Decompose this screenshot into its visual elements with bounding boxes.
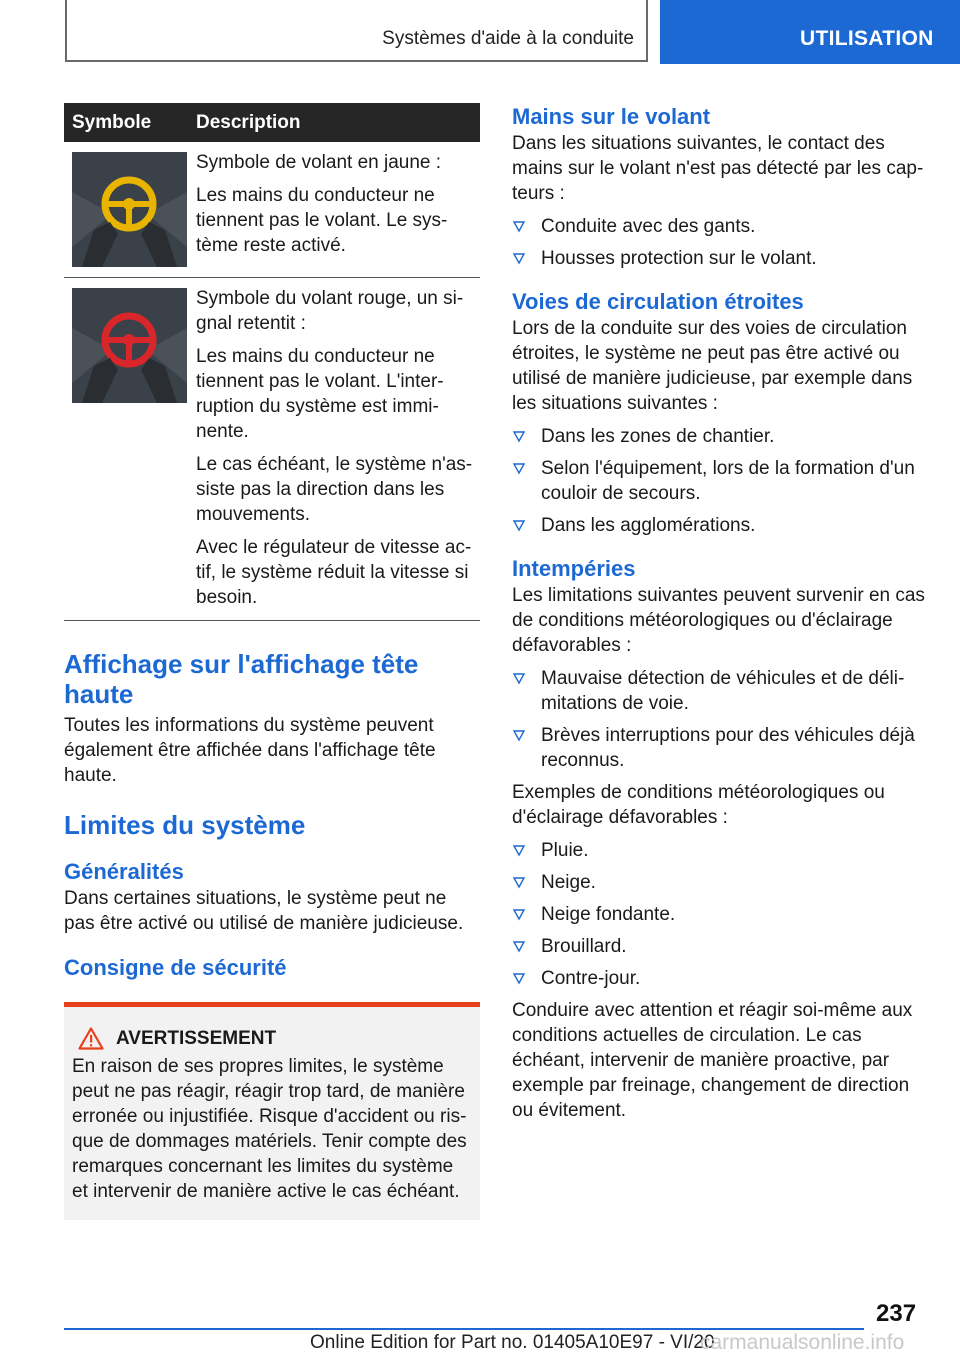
warning-triangle-icon (78, 1027, 104, 1050)
list-item-text: Selon l'équipement, lors de la formation d'un couloir de secours. (541, 458, 915, 504)
list-item-text: Dans les agglomérations. (541, 515, 756, 536)
list-item-text: Pluie. (541, 840, 589, 861)
examples-list (512, 838, 928, 991)
limits-heading: Limites du système (64, 810, 306, 840)
list-item (512, 966, 928, 991)
general-heading: Généralités (64, 859, 184, 884)
list-item-text: Contre-jour. (541, 968, 641, 989)
warning-header (72, 1027, 472, 1050)
warning-box (64, 1002, 480, 1220)
left-column (64, 103, 480, 1220)
list-item (512, 870, 928, 895)
list-item-text: Mauvaise détection de véhicules et de délimitations de voie. (541, 668, 905, 714)
description-paragraph: Symbole du volant rouge, un signal retentit : (196, 288, 464, 334)
bullet-triangle-icon (513, 973, 525, 985)
bullet-triangle-icon (513, 221, 525, 233)
header-section (65, 0, 648, 62)
header-tab[interactable] (660, 0, 960, 64)
bullet-triangle-icon (513, 673, 525, 685)
list-item (512, 838, 928, 863)
bullet-triangle-icon (513, 520, 525, 532)
hands-heading: Mains sur le volant (512, 104, 711, 129)
list-item (512, 424, 928, 449)
description-paragraph: Les mains du conducteur ne tiennent pas le volant. Le système reste activé. (196, 185, 448, 256)
footer-edition-text: Online Edition for Part no. 01405A10E97 - VI/20 (310, 1332, 715, 1353)
safety-heading: Consigne de sécurité (64, 955, 287, 980)
footer-divider (64, 1328, 864, 1330)
list-item (512, 666, 928, 716)
general-text: Dans certaines situations, le système peut ne pas être activé ou utilisé de manière judicieuse. (64, 888, 464, 934)
symbol-table (64, 103, 480, 621)
table-cell-description (188, 278, 480, 621)
narrow-lanes-list (512, 424, 928, 538)
bullet-triangle-icon (513, 845, 525, 857)
list-item (512, 246, 928, 271)
bullet-triangle-icon (513, 941, 525, 953)
bullet-triangle-icon (513, 730, 525, 742)
weather-list (512, 666, 928, 773)
bullet-triangle-icon (513, 431, 525, 443)
list-item (512, 934, 928, 959)
footer-watermark[interactable]: carmanualsonline.info (700, 1331, 905, 1354)
list-item-text: Dans les zones de chantier. (541, 426, 775, 447)
list-item (512, 902, 928, 927)
list-item (512, 214, 928, 239)
warning-text: En raison de ses propres limites, le système peut ne pas réagir, réagir trop tard, de manière erronée ou injustifiée. Risque d'accident ou risque de dommages matériels. Tenir compte des remarques concernant les limites du système et intervenir de manière active le cas échéant. (72, 1056, 467, 1202)
table-header-row (64, 103, 480, 142)
hands-text: Dans les situations suivantes, le contact des mains sur le volant n'est pas détecté par les capteurs : (512, 133, 924, 204)
steering-wheel-yellow-icon (72, 152, 187, 267)
steering-wheel-red-icon (72, 288, 187, 403)
list-item-text: Conduite avec des gants. (541, 216, 756, 237)
list-item-text: Neige fondante. (541, 904, 676, 925)
header-tab-label: UTILISATION (800, 27, 934, 50)
list-item-text: Neige. (541, 872, 596, 893)
table-row (64, 278, 480, 621)
right-column (512, 103, 928, 1123)
table-cell-symbol (64, 278, 188, 621)
warning-title: AVERTISSEMENT (116, 1027, 277, 1049)
hud-heading: Affichage sur l'affichage tête haute (64, 649, 419, 709)
bullet-triangle-icon (513, 463, 525, 475)
table-header-symbol: Symbole (64, 103, 188, 142)
list-item-text: Brèves interruptions pour des véhicules déjà reconnus. (541, 725, 915, 771)
narrow-lanes-heading: Voies de circulation étroites (512, 289, 804, 314)
list-item-text: Housses protection sur le volant. (541, 248, 817, 269)
table-cell-symbol (64, 142, 188, 278)
weather-heading: Intempéries (512, 556, 636, 581)
examples-text: Exemples de conditions météorologiques ou d'éclairage défavorables : (512, 782, 885, 828)
closing-text: Conduire avec attention et réagir soi-même aux conditions actuelles de circulation. Le cas échéant, intervenir de manière proactive, par exemple par freinage, changement de direction ou évitement. (512, 1000, 913, 1121)
description-paragraph: Symbole de volant en jaune : (196, 152, 442, 173)
header-section-title: Systèmes d'aide à la conduite (382, 28, 634, 49)
list-item (512, 513, 928, 538)
description-paragraph: Avec le régulateur de vitesse actif, le système réduit la vitesse si besoin. (196, 537, 472, 608)
bullet-triangle-icon (513, 909, 525, 921)
bullet-triangle-icon (513, 877, 525, 889)
list-item-text: Brouillard. (541, 936, 627, 957)
list-item (512, 723, 928, 773)
table-cell-description (188, 142, 480, 278)
bullet-triangle-icon (513, 253, 525, 265)
hud-text: Toutes les informations du système peuvent également être affichée dans l'affichage tête haute. (64, 715, 436, 786)
list-item (512, 456, 928, 506)
page-number: 237 (876, 1300, 917, 1327)
weather-text: Les limitations suivantes peuvent survenir en cas de conditions météorologiques ou d'éclairage défavorables : (512, 585, 925, 656)
table-header-description: Description (188, 103, 480, 142)
hands-list (512, 214, 928, 271)
description-paragraph: Les mains du conducteur ne tiennent pas le volant. L'interruption du système est imminente. (196, 346, 444, 442)
narrow-lanes-text: Lors de la conduite sur des voies de circulation étroites, le système ne peut pas être activé ou utilisé de manière judicieuse, par exemple dans les situations suivantes : (512, 318, 913, 414)
table-row (64, 142, 480, 278)
description-paragraph: Le cas échéant, le système n'assiste pas la direction dans les mouvements. (196, 454, 473, 525)
